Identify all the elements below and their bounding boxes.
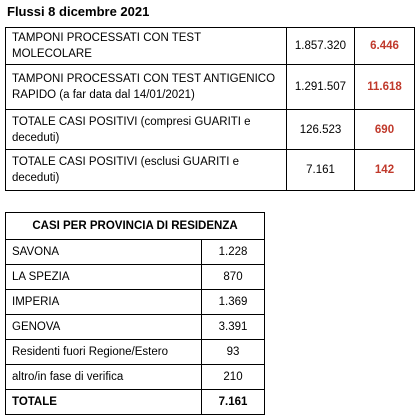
row-label: TOTALE CASI POSITIVI (esclusi GUARITI e deceduti)	[6, 150, 287, 191]
total-value: 7.161	[202, 390, 265, 415]
flussi-table	[5, 27, 415, 191]
province-value: 3.391	[202, 315, 265, 340]
table-row	[6, 365, 265, 390]
table-row	[6, 315, 265, 340]
table-row	[6, 240, 265, 265]
province-value: 1.228	[202, 240, 265, 265]
province-value: 870	[202, 265, 265, 290]
table-row	[6, 340, 265, 365]
row-value: 7.161	[287, 150, 355, 191]
row-increment: 690	[355, 110, 415, 150]
row-label: TAMPONI PROCESSATI CON TEST MOLECOLARE	[6, 28, 287, 65]
table-row	[6, 110, 415, 150]
row-increment: 6.446	[355, 28, 415, 65]
province-value: 210	[202, 365, 265, 390]
province-name: SAVONA	[6, 240, 202, 265]
total-row	[6, 390, 265, 415]
province-name: LA SPEZIA	[6, 265, 202, 290]
province-table	[5, 212, 265, 415]
row-value: 1.857.320	[287, 28, 355, 65]
table-row	[6, 65, 415, 110]
province-table-header: CASI PER PROVINCIA DI RESIDENZA	[6, 213, 265, 240]
row-increment: 142	[355, 150, 415, 191]
row-label: TOTALE CASI POSITIVI (compresi GUARITI e deceduti)	[6, 110, 287, 150]
total-label: TOTALE	[6, 390, 202, 415]
table-row	[6, 150, 415, 191]
province-name: altro/in fase di verifica	[6, 365, 202, 390]
table-header-row	[6, 213, 265, 240]
province-value: 93	[202, 340, 265, 365]
row-value: 1.291.507	[287, 65, 355, 110]
province-value: 1.369	[202, 290, 265, 315]
page-title: Flussi 8 dicembre 2021	[7, 4, 150, 19]
province-name: Residenti fuori Regione/Estero	[6, 340, 202, 365]
table-row	[6, 290, 265, 315]
table-row	[6, 265, 265, 290]
table-row	[6, 28, 415, 65]
row-value: 126.523	[287, 110, 355, 150]
row-increment: 11.618	[355, 65, 415, 110]
province-name: GENOVA	[6, 315, 202, 340]
province-name: IMPERIA	[6, 290, 202, 315]
row-label: TAMPONI PROCESSATI CON TEST ANTIGENICO RAPIDO (a far data dal 14/01/2021)	[6, 65, 287, 110]
